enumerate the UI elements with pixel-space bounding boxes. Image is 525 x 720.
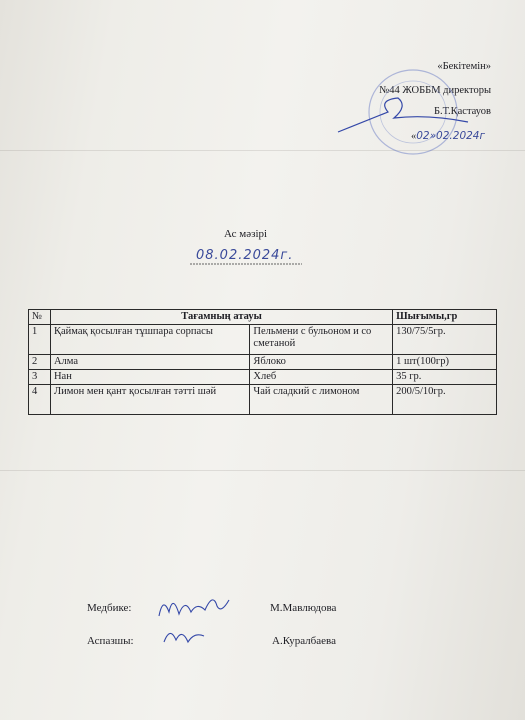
dish-yield: 130/75/5гр. (393, 325, 497, 355)
dish-russian: Чай сладкий с лимоном (250, 385, 393, 415)
row-number: 4 (29, 385, 51, 415)
dish-kazakh: Лимон мен қант қосылған тәтті шәй (50, 385, 249, 415)
menu-table (28, 309, 497, 415)
table-row (29, 370, 497, 385)
nurse-label: Медбике: (87, 602, 132, 614)
cook-signature (160, 622, 210, 650)
table-header-row (29, 310, 497, 325)
dish-russian: Хлеб (250, 370, 393, 385)
dish-yield: 1 шт(100гр) (393, 355, 497, 370)
table-row (29, 355, 497, 370)
approval-school: №44 ЖОББМ директоры (379, 85, 491, 96)
dish-russian: Пельмени с бульоном и со сметаной (250, 325, 393, 355)
menu-date-handwritten: 08.02.2024г. (196, 248, 294, 263)
column-header-number: № (29, 310, 51, 325)
dish-kazakh: Нан (50, 370, 249, 385)
table-row (29, 385, 497, 415)
paper-fold-line (0, 470, 525, 471)
row-number: 1 (29, 325, 51, 355)
document-title: Ас мәзірі (224, 228, 268, 240)
column-header-yield: Шығымы,гр (393, 310, 497, 325)
nurse-signature (155, 588, 235, 624)
column-header-dish: Тағамның атауы (50, 310, 392, 325)
date-underline (190, 262, 310, 268)
dish-yield: 35 гр. (393, 370, 497, 385)
dish-russian: Яблоко (250, 355, 393, 370)
nurse-name: М.Мавлюдова (270, 602, 337, 614)
approval-director-name: Б.Т.Қастауов (433, 106, 491, 117)
director-signature (338, 98, 468, 132)
school-stamp (318, 60, 478, 160)
dish-kazakh: Қаймақ қосылған тұшпара сорпасы (50, 325, 249, 355)
table-row (29, 325, 497, 355)
row-number: 3 (29, 370, 51, 385)
approval-date-handwritten: 02»02.2024г (416, 130, 485, 142)
cook-label: Аспазшы: (87, 635, 134, 647)
cook-name: А.Куралбаева (272, 635, 336, 647)
approval-heading: «Бекітемін» (437, 61, 491, 72)
date-quote-open: « (410, 131, 417, 142)
row-number: 2 (29, 355, 51, 370)
dish-kazakh: Алма (50, 355, 249, 370)
dish-yield: 200/5/10гр. (393, 385, 497, 415)
